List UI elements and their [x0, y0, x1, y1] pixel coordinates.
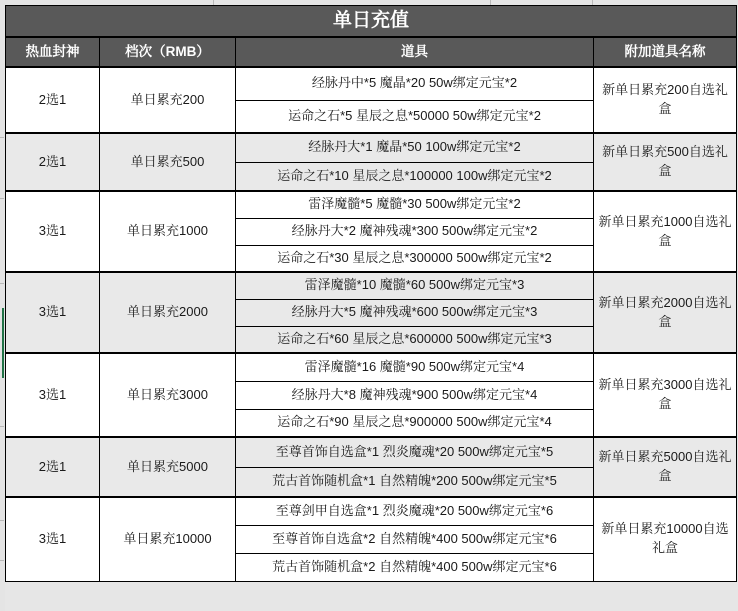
bonus-cell: 新单日累充500自选礼盒 — [594, 133, 737, 191]
item-cell: 经脉丹大*2 魔神残魂*300 500w绑定元宝*2 — [236, 218, 594, 245]
choice-cell: 3选1 — [6, 191, 100, 272]
row-gridline — [0, 520, 4, 521]
row-gridline — [0, 283, 4, 284]
item-cell: 经脉丹大*8 魔神残魂*900 500w绑定元宝*4 — [236, 381, 594, 409]
tier-cell: 单日累充2000 — [100, 272, 236, 353]
bonus-cell: 新单日累充5000自选礼盒 — [594, 437, 737, 497]
bonus-cell: 新单日累充200自选礼盒 — [594, 67, 737, 133]
item-cell: 经脉丹中*5 魔晶*20 50w绑定元宝*2 — [236, 67, 594, 100]
col-header-bonus: 附加道具名称 — [594, 37, 737, 67]
col-header-items: 道具 — [236, 37, 594, 67]
row-gridline — [0, 137, 4, 138]
item-cell: 经脉丹大*5 魔神残魂*600 500w绑定元宝*3 — [236, 299, 594, 326]
item-cell: 荒古首饰随机盒*1 自然精魄*200 500w绑定元宝*5 — [236, 467, 594, 497]
table-row — [6, 437, 737, 467]
table-row — [6, 133, 737, 162]
choice-cell: 3选1 — [6, 497, 100, 581]
item-cell: 至尊首饰自选盒*1 烈炎魔魂*20 500w绑定元宝*5 — [236, 437, 594, 467]
freeze-pane-line — [2, 308, 4, 378]
tier-cell: 单日累充1000 — [100, 191, 236, 272]
table-header-row — [6, 37, 737, 67]
tier-cell: 单日累充3000 — [100, 353, 236, 437]
choice-cell: 2选1 — [6, 437, 100, 497]
item-cell: 雷泽魔髓*10 魔髓*60 500w绑定元宝*3 — [236, 272, 594, 299]
row-gridline — [0, 198, 4, 199]
bonus-cell: 新单日累充10000自选礼盒 — [594, 497, 737, 581]
table-row — [6, 6, 737, 38]
tier-cell: 单日累充200 — [100, 67, 236, 133]
choice-cell: 2选1 — [6, 133, 100, 191]
tier-cell: 单日累充5000 — [100, 437, 236, 497]
item-cell: 至尊首饰自选盒*2 自然精魄*400 500w绑定元宝*6 — [236, 525, 594, 553]
table-row — [6, 67, 737, 100]
recharge-table — [5, 5, 737, 582]
item-cell: 雷泽魔髓*5 魔髓*30 500w绑定元宝*2 — [236, 191, 594, 218]
item-cell: 荒古首饰随机盒*2 自然精魄*400 500w绑定元宝*6 — [236, 553, 594, 581]
table-row — [6, 497, 737, 525]
choice-cell: 3选1 — [6, 353, 100, 437]
table-row — [6, 353, 737, 381]
row-gridline — [0, 560, 4, 561]
row-gridline — [0, 426, 4, 427]
table-row — [6, 191, 737, 218]
table-row — [6, 272, 737, 299]
choice-cell: 3选1 — [6, 272, 100, 353]
bonus-cell: 新单日累充2000自选礼盒 — [594, 272, 737, 353]
item-cell: 运命之石*10 星辰之息*100000 100w绑定元宝*2 — [236, 162, 594, 191]
tier-cell: 单日累充500 — [100, 133, 236, 191]
col-header-tier: 档次（RMB） — [100, 37, 236, 67]
tier-cell: 单日累充10000 — [100, 497, 236, 581]
item-cell: 运命之石*30 星辰之息*300000 500w绑定元宝*2 — [236, 245, 594, 272]
item-cell: 经脉丹大*1 魔晶*50 100w绑定元宝*2 — [236, 133, 594, 162]
page-title: 单日充值 — [6, 6, 737, 38]
choice-cell: 2选1 — [6, 67, 100, 133]
item-cell: 运命之石*90 星辰之息*900000 500w绑定元宝*4 — [236, 409, 594, 437]
col-header-choice: 热血封神 — [6, 37, 100, 67]
item-cell: 运命之石*5 星辰之息*50000 50w绑定元宝*2 — [236, 100, 594, 133]
bonus-cell: 新单日累充3000自选礼盒 — [594, 353, 737, 437]
bonus-cell: 新单日累充1000自选礼盒 — [594, 191, 737, 272]
item-cell: 雷泽魔髓*16 魔髓*90 500w绑定元宝*4 — [236, 353, 594, 381]
item-cell: 运命之石*60 星辰之息*600000 500w绑定元宝*3 — [236, 326, 594, 353]
item-cell: 至尊剑甲自选盒*1 烈炎魔魂*20 500w绑定元宝*6 — [236, 497, 594, 525]
